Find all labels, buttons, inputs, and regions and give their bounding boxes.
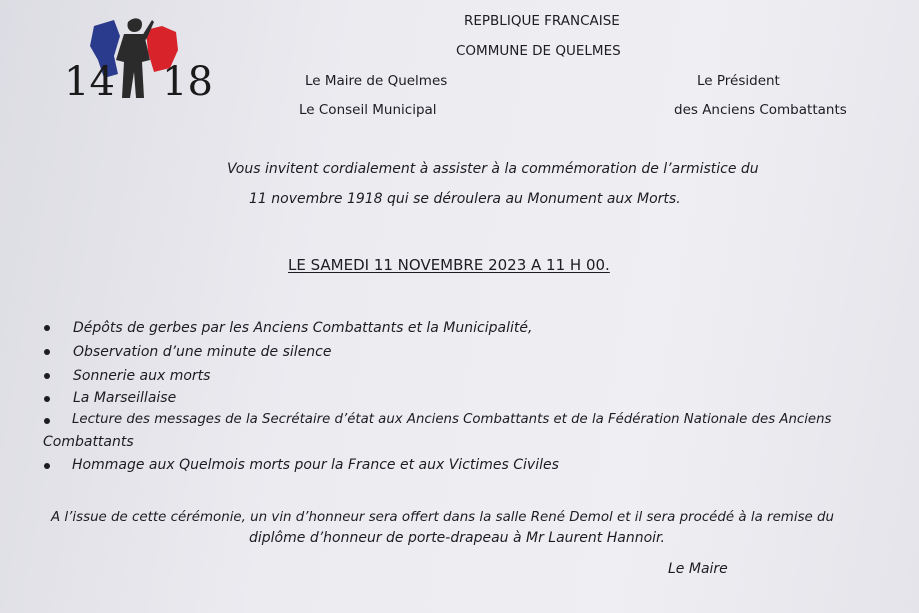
- list-item-continuation: Combattants: [43, 434, 134, 450]
- list-item: Hommage aux Quelmois morts pour la France et aux Victimes Civiles: [72, 457, 559, 473]
- event-date: LE SAMEDI 11 NOVEMBRE 2023 A 11 H 00.: [288, 256, 610, 274]
- mayor-title: Le Maire de Quelmes: [305, 73, 448, 89]
- council-title: Le Conseil Municipal: [299, 102, 437, 118]
- republic-heading: REPBLIQUE FRANCAISE: [464, 13, 620, 29]
- list-item: Dépôts de gerbes par les Anciens Combattants et la Municipalité,: [73, 320, 533, 336]
- signature: Le Maire: [668, 561, 728, 577]
- veterans-title: des Anciens Combattants: [674, 102, 847, 118]
- logo-year-end: 18: [162, 59, 213, 105]
- bullet-icon: [44, 396, 50, 402]
- bullet-icon: [44, 325, 50, 331]
- bullet-icon: [44, 349, 50, 355]
- closing-line-2: diplôme d’honneur de porte-drapeau à Mr Laurent Hannoir.: [249, 530, 665, 546]
- logo-year-start: 14: [64, 59, 115, 105]
- bullet-icon: [44, 463, 50, 469]
- commune-heading: COMMUNE DE QUELMES: [456, 43, 621, 59]
- invitation-line-1: Vous invitent cordialement à assister à la commémoration de l’armistice du: [227, 161, 759, 177]
- invitation-line-2: 11 novembre 1918 qui se déroulera au Monument aux Morts.: [249, 191, 681, 207]
- list-item: Sonnerie aux morts: [73, 368, 211, 384]
- closing-line-1: A l’issue de cette cérémonie, un vin d’honneur sera offert dans la salle René Demol et il sera procédé à la remise du: [51, 510, 835, 525]
- commemoration-logo: [60, 16, 213, 106]
- bullet-icon: [44, 418, 50, 424]
- list-item: La Marseillaise: [73, 390, 177, 406]
- president-title: Le Président: [697, 73, 780, 89]
- bullet-icon: [44, 373, 50, 379]
- list-item: Observation d’une minute de silence: [73, 344, 332, 360]
- list-item: Lecture des messages de la Secrétaire d’état aux Anciens Combattants et de la Fédération Nationale des Anciens: [72, 412, 832, 427]
